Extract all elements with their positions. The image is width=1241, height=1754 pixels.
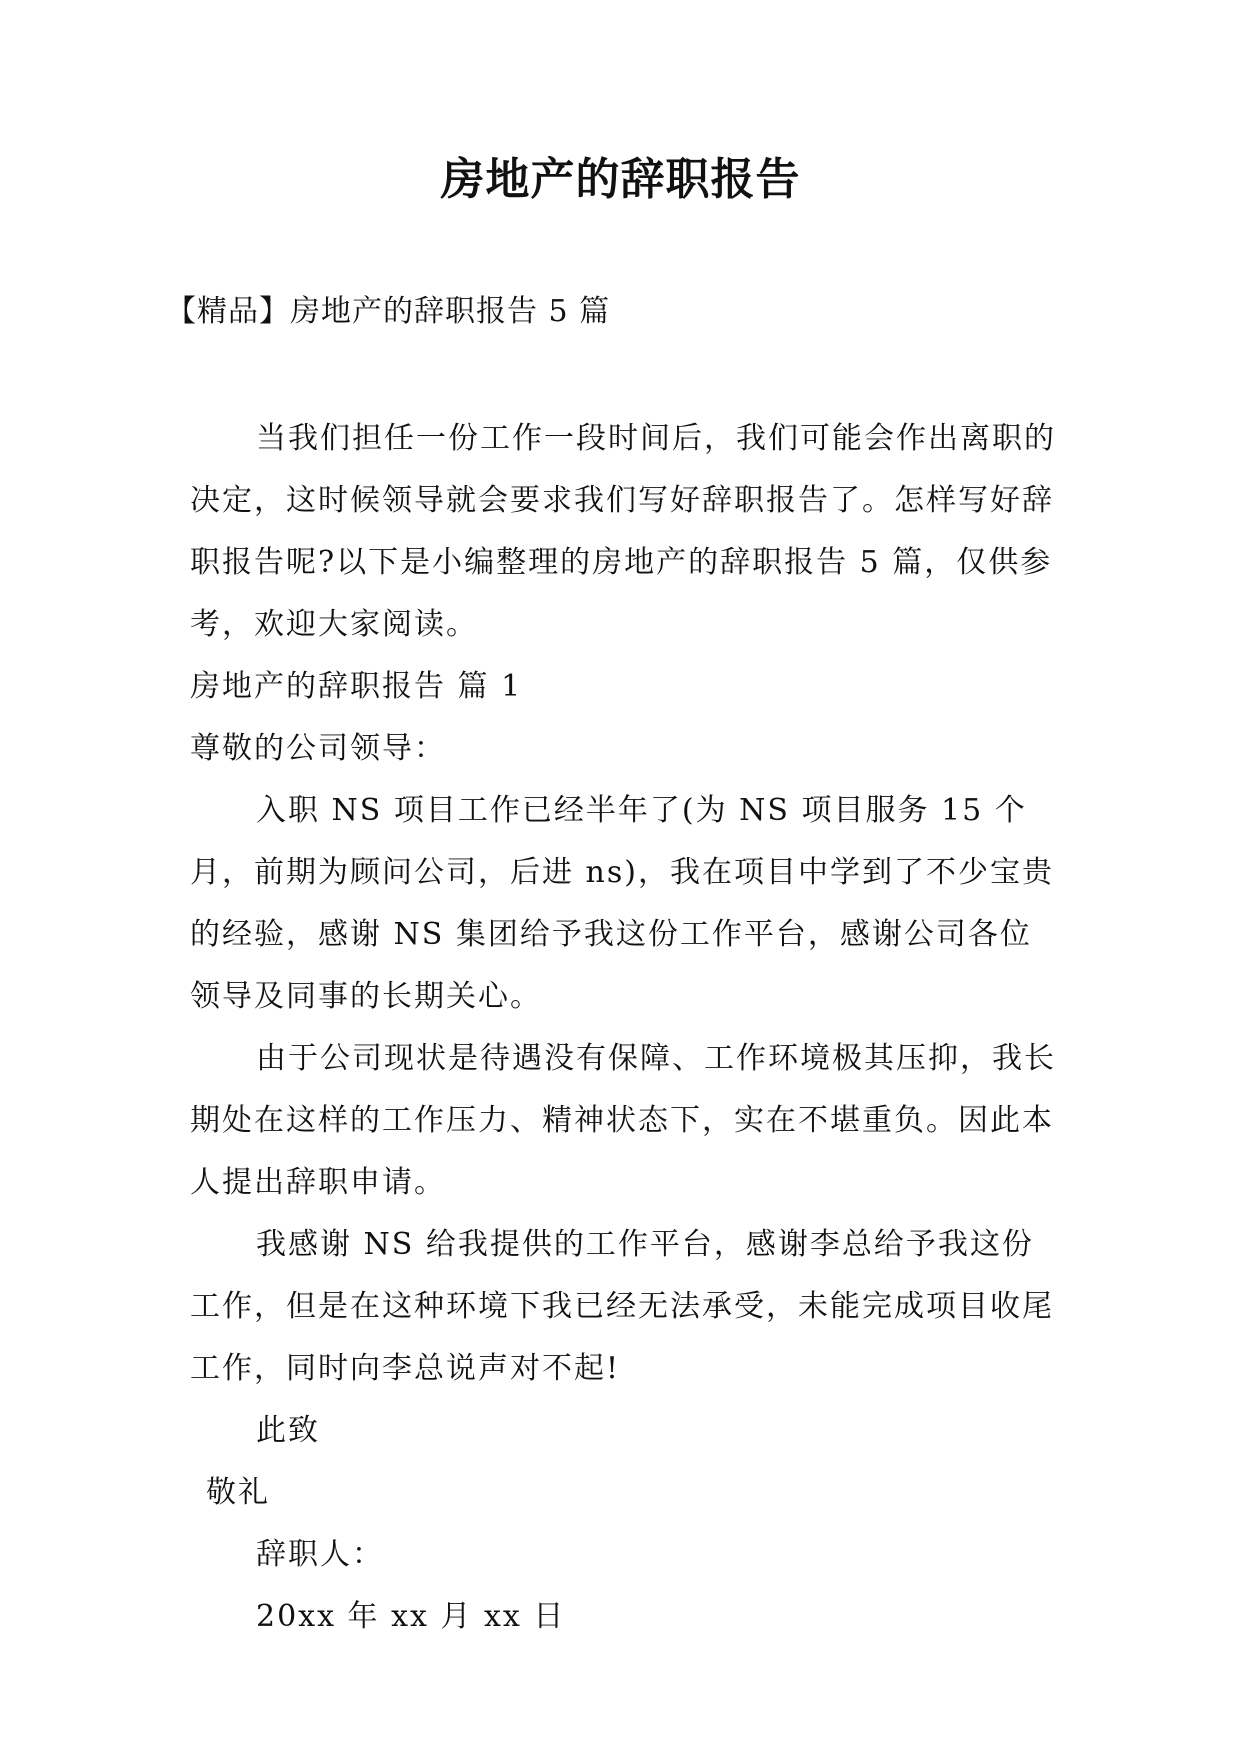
document-title: 房地产的辞职报告 [440,154,801,205]
document-body [190,408,1060,1648]
date-line: 20xx 年 xx 月 xx 日 [256,1599,566,1634]
section-heading: 房地产的辞职报告 篇 1 [190,669,523,704]
body-paragraph-2: 由于公司现状是待遇没有保障、工作环境极其压抑，我长期处在这样的工作压力、精神状态下，实在不堪重负。因此本人提出辞职申请。 [190,1041,1056,1200]
signature-label: 辞职人： [256,1537,384,1572]
body-paragraph-1: 入职 NS 项目工作已经半年了(为 NS 项目服务 15 个月，前期为顾问公司，后进 ns)，我在项目中学到了不少宝贵的经验，感谢 NS 集团给予我这份工作平台，感谢公司各位领导及同事的长期关心。 [190,793,1054,1014]
closing-line-1: 此致 [256,1413,320,1448]
body-paragraph-3: 我感谢 NS 给我提供的工作平台，感谢李总给予我这份工作，但是在这种环境下我已经无法承受，未能完成项目收尾工作，同时向李总说声对不起! [190,1227,1054,1386]
salutation: 尊敬的公司领导： [190,731,446,766]
document-subtitle: 【精品】房地产的辞职报告 5 篇 [166,294,611,329]
closing-line-2: 敬礼 [206,1475,270,1510]
intro-paragraph: 当我们担任一份工作一段时间后，我们可能会作出离职的决定，这时候领导就会要求我们写好辞职报告了。怎样写好辞职报告呢?以下是小编整理的房地产的辞职报告 5 篇，仅供参考，欢迎大家阅读。 [190,421,1056,642]
